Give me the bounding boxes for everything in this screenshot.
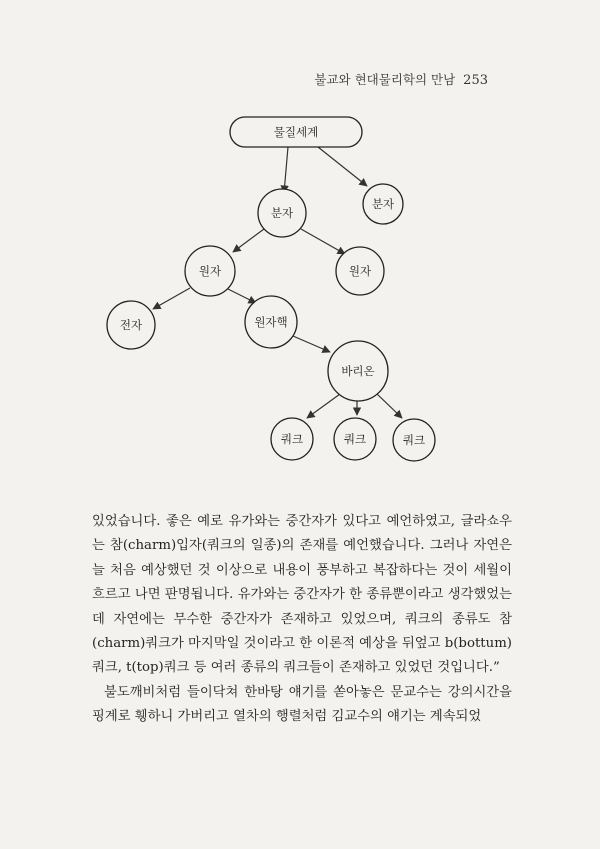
label-material-world: 물질세계 bbox=[273, 125, 319, 139]
edge-mol-atom bbox=[233, 229, 264, 252]
edge-baryon-q1 bbox=[307, 394, 340, 418]
label-quark-2: 쿼크 bbox=[343, 432, 367, 446]
edge-world-mol2 bbox=[318, 147, 367, 186]
paragraph-2: 불도깨비처럼 들이닥쳐 한바탕 얘기를 쏟아놓은 문교수는 강의시간을 핑계로 휑하니 가버리고 열차의 행렬처럼 김교수의 얘기는 계속되었 bbox=[92, 684, 512, 725]
label-nucleus: 원자핵 bbox=[254, 315, 288, 329]
edge-nucleus-baryon bbox=[293, 336, 330, 352]
edge-mol-atom2 bbox=[301, 229, 345, 254]
edge-world-mol bbox=[284, 147, 288, 193]
edge-atom-elec bbox=[153, 288, 190, 309]
label-molecule: 분자 bbox=[270, 206, 294, 220]
body-text bbox=[92, 510, 512, 730]
label-quark-3: 쿼크 bbox=[402, 433, 426, 447]
label-molecule-2: 분자 bbox=[371, 197, 395, 211]
label-atom-2: 원자 bbox=[348, 264, 372, 278]
paragraph-1: 있었습니다. 좋은 예로 유가와는 중간자가 있다고 예언하였고, 글라쇼우는 참(charm)입자(쿼크의 일종)의 존재를 예언했습니다. 그러나 자연은 늘 처음 예상했던 것 이상으로 내용이 풍부하고 복잡하다는 것이 세월이 흐르고 나면 판명됩니다. 유가와는 중간자가 한 종류뿐이라고 생각했었는데 자연에는 무수한 중간자가 존재하고 있었으며, 쿼크의 종류도 참(charm)쿼크가 마지막일 것이라고 한 이론적 예상을 뒤엎고 b(bottum)쿼크, t(top)쿼크 등 여러 종류의 쿼크들이 존재하고 있었던 것입니다.” bbox=[92, 514, 512, 676]
page-number: 253 bbox=[463, 73, 488, 88]
running-title: 불교와 현대물리학의 만남 bbox=[314, 72, 456, 87]
label-quark-1: 쿼크 bbox=[280, 432, 304, 446]
label-atom: 원자 bbox=[198, 264, 222, 278]
edge-baryon-q3 bbox=[377, 394, 402, 418]
label-baryon: 바리온 bbox=[341, 364, 375, 378]
label-electron: 전자 bbox=[119, 318, 143, 332]
edge-atom-nucleus bbox=[228, 289, 256, 303]
